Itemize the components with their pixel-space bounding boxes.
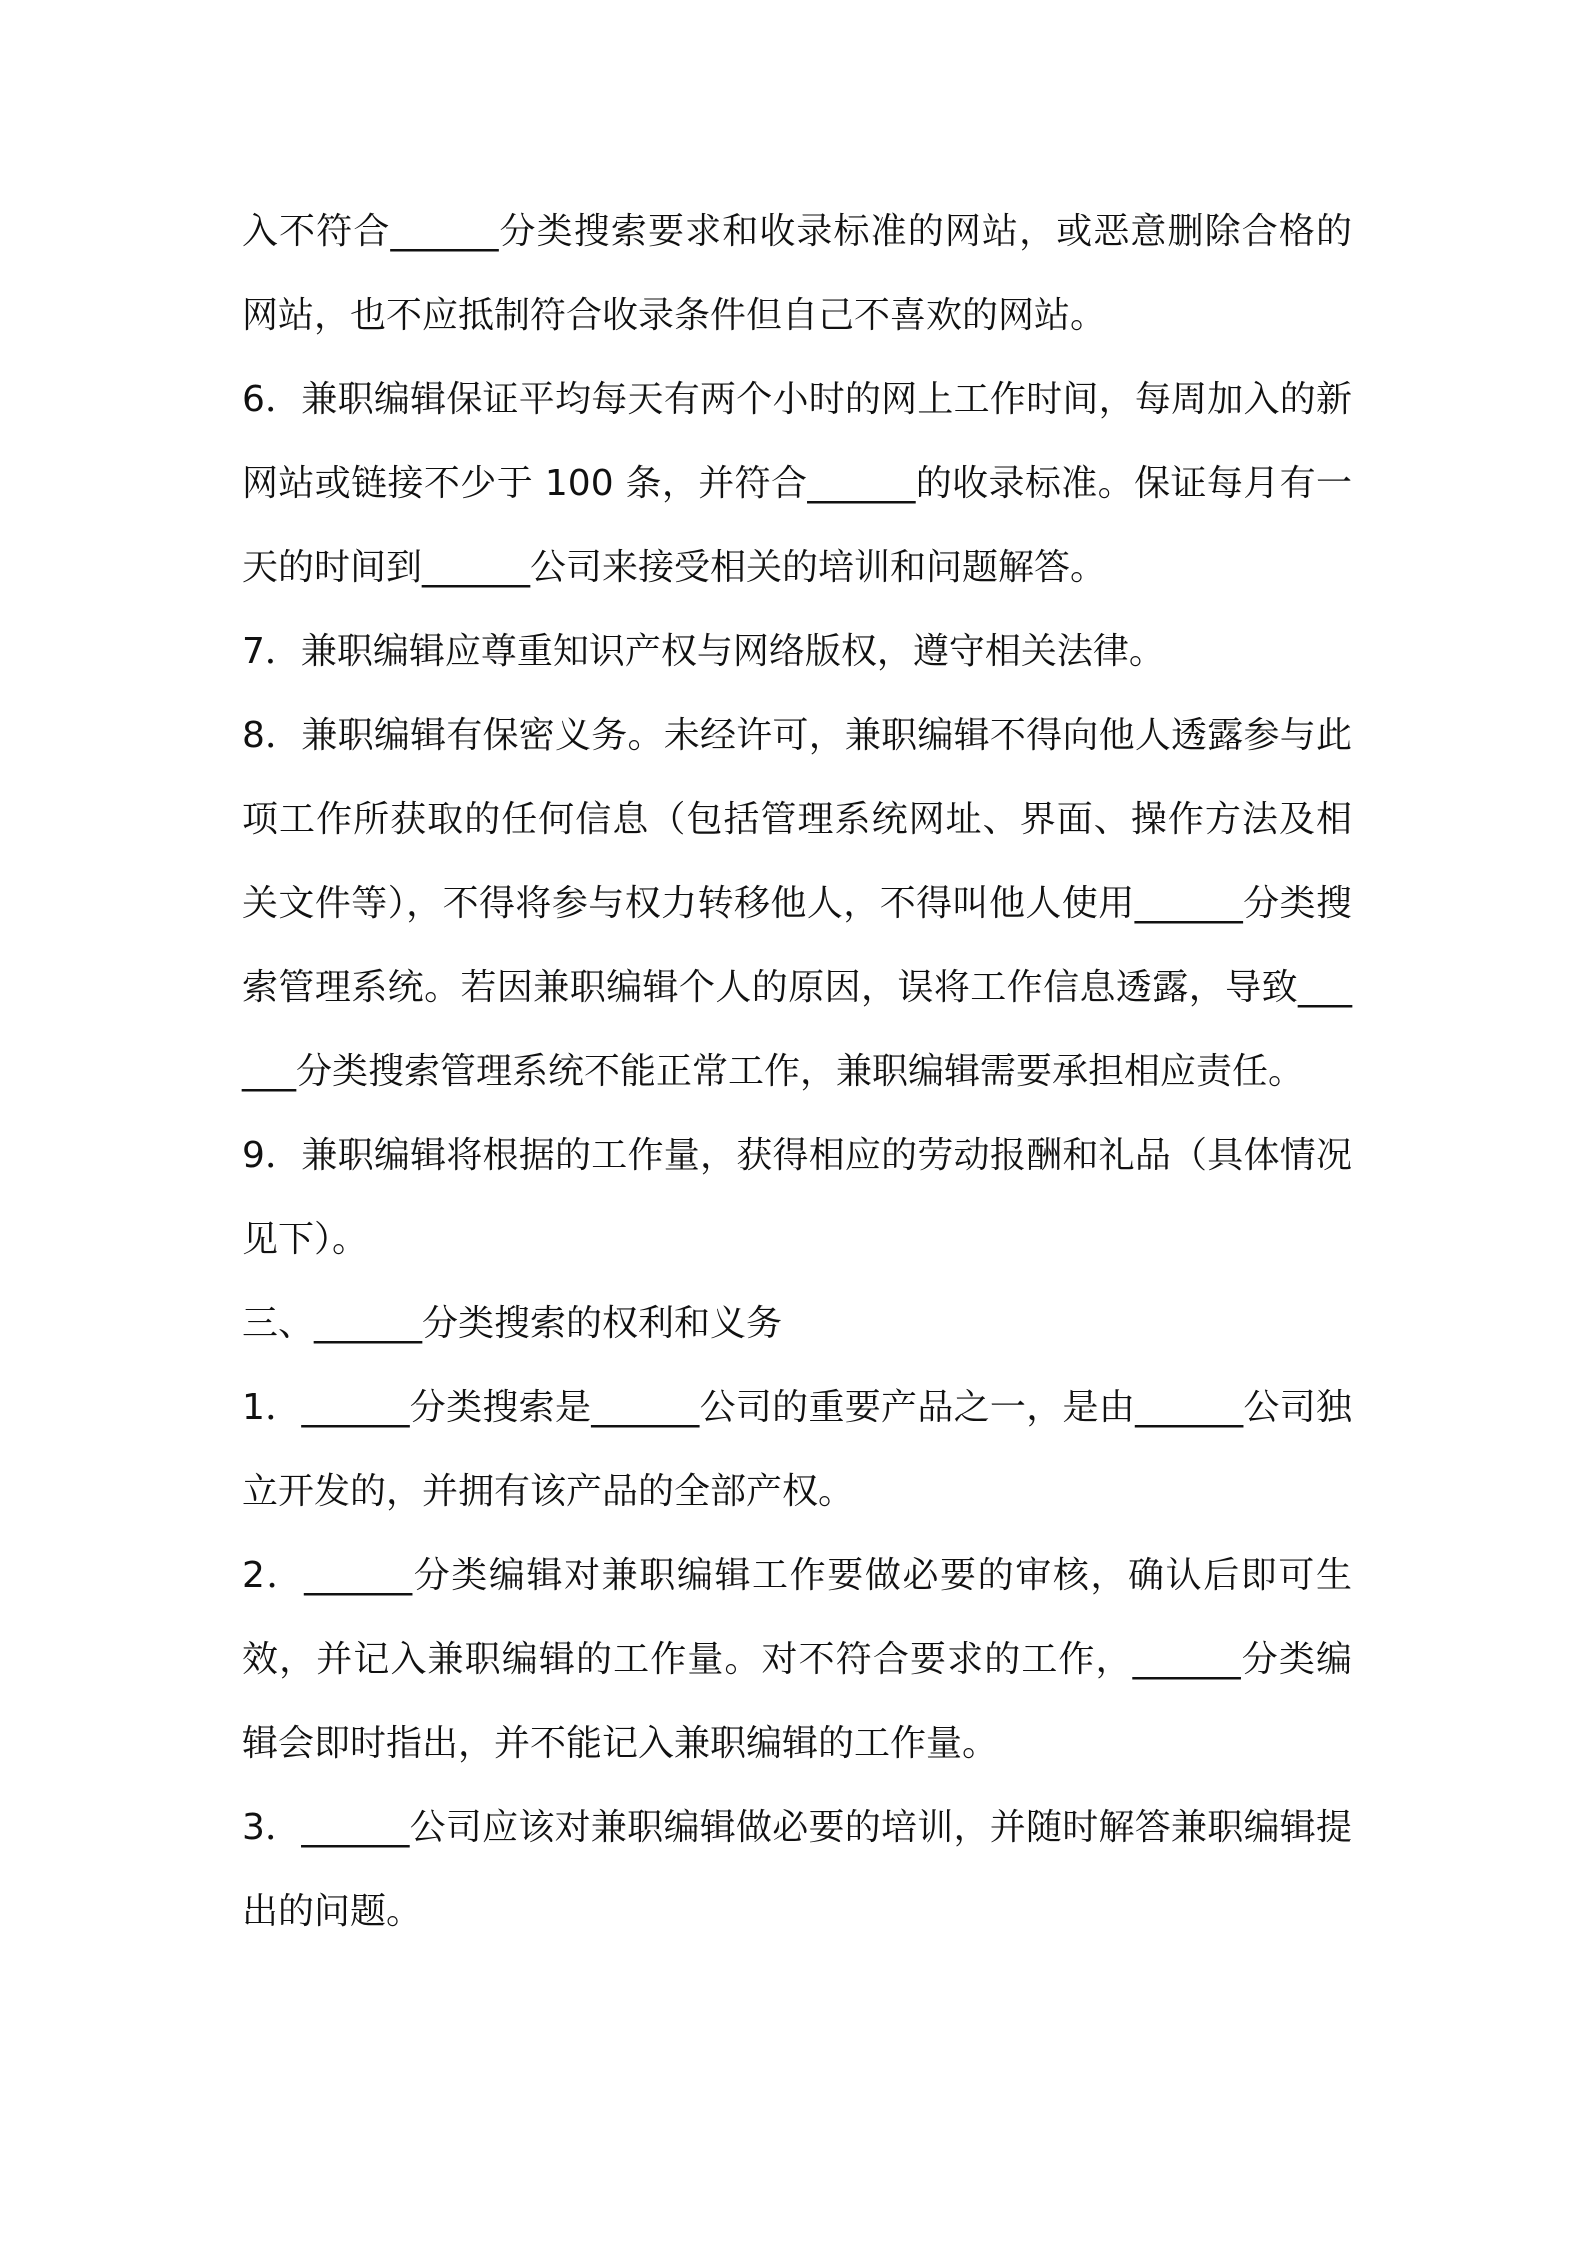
paragraph-item-8: 8．兼职编辑有保密义务。未经许可，兼职编辑不得向他人透露参与此项工作所获取的任何信息（包括管理系统网址、界面、操作方法及相关文件等），不得将参与权力转移他人，不得叫他人使用______分类搜索管理系统。若因兼职编辑个人的原因，误将工作信息透露，导致______分类搜索管理系统不能正常工作，兼职编辑需要承担相应责任。 [242,715,1352,1092]
paragraph-section3-item-1: 1．______分类搜索是______公司的重要产品之一，是由______公司独立开发的，并拥有该产品的全部产权。 [242,1387,1352,1512]
paragraph-item-9: 9．兼职编辑将根据的工作量，获得相应的劳动报酬和礼品（具体情况见下）。 [242,1135,1352,1260]
section-heading-3: 三、______分类搜索的权利和义务 [242,1303,783,1344]
document-body [242,190,1352,1954]
paragraph-item-6: 6．兼职编辑保证平均每天有两个小时的网上工作时间，每周加入的新网站或链接不少于 100 条，并符合______的收录标准。保证每月有一天的时间到______公司来接受相关的培训和问题解答。 [242,379,1352,588]
paragraph-item-7: 7．兼职编辑应尊重知识产权与网络版权，遵守相关法律。 [242,631,1165,672]
paragraph-continuation: 入不符合______分类搜索要求和收录标准的网站，或恶意删除合格的网站，也不应抵制符合收录条件但自己不喜欢的网站。 [242,211,1352,336]
paragraph-section3-item-2: 2．______分类编辑对兼职编辑工作要做必要的审核，确认后即可生效，并记入兼职编辑的工作量。对不符合要求的工作，______分类编辑会即时指出，并不能记入兼职编辑的工作量。 [242,1555,1352,1764]
paragraph-section3-item-3: 3．______公司应该对兼职编辑做必要的培训，并随时解答兼职编辑提出的问题。 [242,1807,1352,1932]
